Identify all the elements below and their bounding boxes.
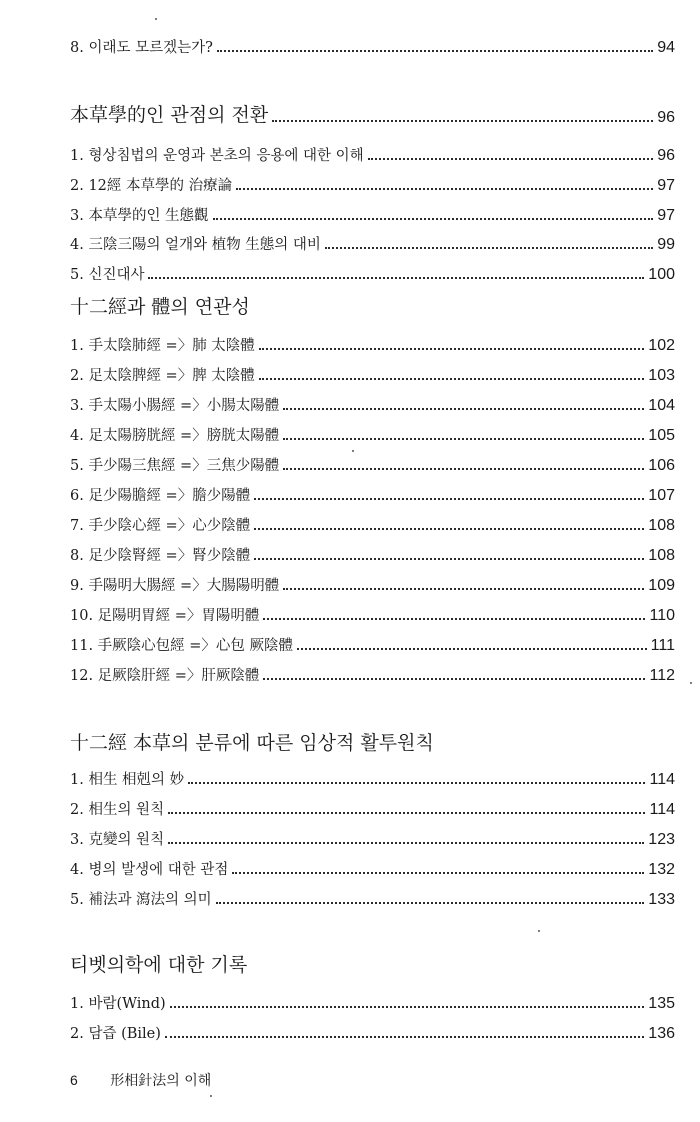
toc-entry: [70, 798, 675, 819]
toc-entry-page: 104: [648, 397, 675, 414]
toc-entry: [70, 364, 675, 385]
toc-entry: [70, 544, 675, 565]
toc-entry-label: 2. 12經 本草學的 治療論: [70, 178, 233, 194]
toc-entry-label: 2. 담즙 (Bile): [70, 1026, 161, 1042]
toc-entry-page: 97: [657, 207, 675, 224]
toc-entry-page: 105: [648, 427, 675, 444]
toc-entry-label: 10. 足陽明胃經 =〉胃陽明體: [70, 608, 260, 624]
toc-entry-label: 5. 補法과 瀉法의 의미: [70, 892, 212, 908]
toc-entry-page: 97: [657, 177, 675, 194]
toc-entry-page: 99: [657, 236, 675, 253]
dot-leader: [254, 498, 644, 500]
toc-entry-label: 1. 相生 相剋의 妙: [70, 772, 185, 788]
toc-entry-label: 2. 相生의 원칙: [70, 802, 165, 818]
toc-entry: [70, 888, 675, 909]
section-heading: [70, 100, 675, 127]
toc-entry-page: 100: [648, 266, 675, 283]
toc-entry: [70, 484, 675, 505]
dot-leader: [165, 1036, 644, 1038]
scan-speck: [538, 930, 540, 932]
section-title: 十二經과 體의 연관성: [70, 296, 250, 318]
dot-leader: [148, 277, 644, 279]
toc-entry-page: 108: [648, 517, 675, 534]
dot-leader: [217, 50, 653, 52]
dot-leader: [236, 188, 653, 190]
running-title: 形相針法의 이해: [110, 1073, 212, 1089]
toc-entry-page: 106: [648, 457, 675, 474]
toc-entry: [70, 514, 675, 535]
toc-entry-label: 1. 형상침법의 운영과 본초의 응용에 대한 이해: [70, 148, 364, 164]
toc-entry-page: 111: [650, 637, 675, 654]
section-heading: [70, 728, 675, 755]
toc-entry: [70, 454, 675, 475]
toc-entry: [70, 768, 675, 789]
scan-speck: [352, 450, 354, 452]
toc-entry: [70, 1022, 675, 1043]
dot-leader: [254, 558, 644, 560]
toc-entry-page: 108: [648, 547, 675, 564]
toc-entry: [70, 394, 675, 415]
dot-leader: [188, 782, 645, 784]
dot-leader: [232, 872, 644, 874]
toc-entry: [70, 233, 675, 254]
toc-entry-label: 4. 三陰三陽의 얼개와 植物 生態의 대비: [70, 237, 321, 253]
toc-entry-label: 2. 足太陰脾經 =〉脾 太陰體: [70, 368, 255, 384]
toc-entry-label: 4. 병의 발생에 대한 관점: [70, 862, 229, 878]
toc-entry-label: 7. 手少陰心經 =〉心少陰體: [70, 518, 251, 534]
toc-entry: [70, 204, 675, 225]
dot-leader: [272, 120, 653, 122]
toc-entry-label: 3. 本草學的인 生態觀: [70, 208, 209, 224]
toc-entry: [70, 334, 675, 355]
toc-entry-page: 109: [648, 577, 675, 594]
toc-entry: [70, 174, 675, 195]
dot-leader: [259, 378, 644, 380]
toc-entry-label: 12. 足厥陰肝經 =〉肝厥陰體: [70, 668, 260, 684]
folio-number: 6: [70, 1072, 78, 1088]
toc-entry-label: 1. 手太陰肺經 =〉肺 太陰體: [70, 338, 255, 354]
toc-entry: [70, 634, 675, 655]
toc-entry-label: 11. 手厥陰心包經 =〉心包 厥陰體: [70, 638, 294, 654]
toc-entry: [70, 144, 675, 165]
toc-entry-page: 114: [649, 771, 675, 788]
dot-leader: [259, 348, 644, 350]
toc-entry-page: 96: [657, 147, 675, 164]
dot-leader: [368, 158, 654, 160]
dot-leader: [254, 528, 644, 530]
toc-entry-label: 9. 手陽明大腸經 =〉大腸陽明體: [70, 578, 280, 594]
toc-entry-label: 3. 手太陽小腸經 =〉小腸太陽體: [70, 398, 280, 414]
dot-leader: [168, 842, 644, 844]
dot-leader: [283, 588, 644, 590]
dot-leader: [283, 408, 644, 410]
toc-entry-page: 110: [649, 607, 675, 624]
toc-entry: [70, 424, 675, 445]
toc-entry: [70, 604, 675, 625]
toc-entry: [70, 574, 675, 595]
scan-speck: [155, 18, 157, 20]
toc-entry-page: 132: [648, 861, 675, 878]
toc-entry: [70, 36, 675, 57]
toc-entry-label: 6. 足少陽膽經 =〉膽少陽體: [70, 488, 251, 504]
toc-entry-page: 123: [648, 831, 675, 848]
section-page: 96: [657, 109, 675, 126]
dot-leader: [263, 678, 645, 680]
toc-entry-label: 5. 手少陽三焦經 =〉三焦少陽體: [70, 458, 280, 474]
toc-entry-label: 4. 足太陽膀胱經 =〉膀胱太陽體: [70, 428, 280, 444]
toc-entry-page: 107: [648, 487, 675, 504]
section-title: 本草學的인 관점의 전환: [70, 104, 269, 126]
dot-leader: [283, 438, 644, 440]
toc-entry-page: 112: [649, 667, 675, 684]
section-title: 티벳의학에 대한 기록: [70, 954, 248, 976]
toc-entry: [70, 858, 675, 879]
toc-entry-label: 5. 신진대사: [70, 267, 145, 283]
toc-entry: [70, 828, 675, 849]
toc-entry-page: 94: [657, 39, 675, 56]
toc-entry-label: 3. 克變의 원칙: [70, 832, 165, 848]
toc-entry-label: 1. 바람(Wind): [70, 996, 166, 1012]
dot-leader: [170, 1006, 645, 1008]
dot-leader: [263, 618, 645, 620]
dot-leader: [283, 468, 644, 470]
toc-entry-page: 102: [648, 337, 675, 354]
toc-entry-page: 135: [648, 995, 675, 1012]
page-footer: [70, 1070, 211, 1090]
dot-leader: [297, 648, 647, 650]
scan-speck: [210, 1095, 212, 1097]
section-heading: [70, 950, 675, 977]
toc-entry-label: 8. 足少陰腎經 =〉腎少陰體: [70, 548, 251, 564]
toc-entry: [70, 664, 675, 685]
dot-leader: [216, 902, 645, 904]
section-title: 十二經 本草의 분류에 따른 임상적 활투원칙: [70, 732, 434, 754]
dot-leader: [213, 218, 654, 220]
toc-entry: [70, 263, 675, 284]
dot-leader: [168, 812, 645, 814]
section-heading: [70, 292, 675, 319]
toc-entry-page: 114: [649, 801, 675, 818]
toc-entry-page: 133: [648, 891, 675, 908]
toc-entry-label: 8. 이래도 모르겠는가?: [70, 40, 213, 56]
scan-speck: [690, 682, 692, 684]
dot-leader: [325, 247, 653, 249]
toc-entry-page: 103: [648, 367, 675, 384]
toc-entry: [70, 992, 675, 1013]
toc-entry-page: 136: [648, 1025, 675, 1042]
